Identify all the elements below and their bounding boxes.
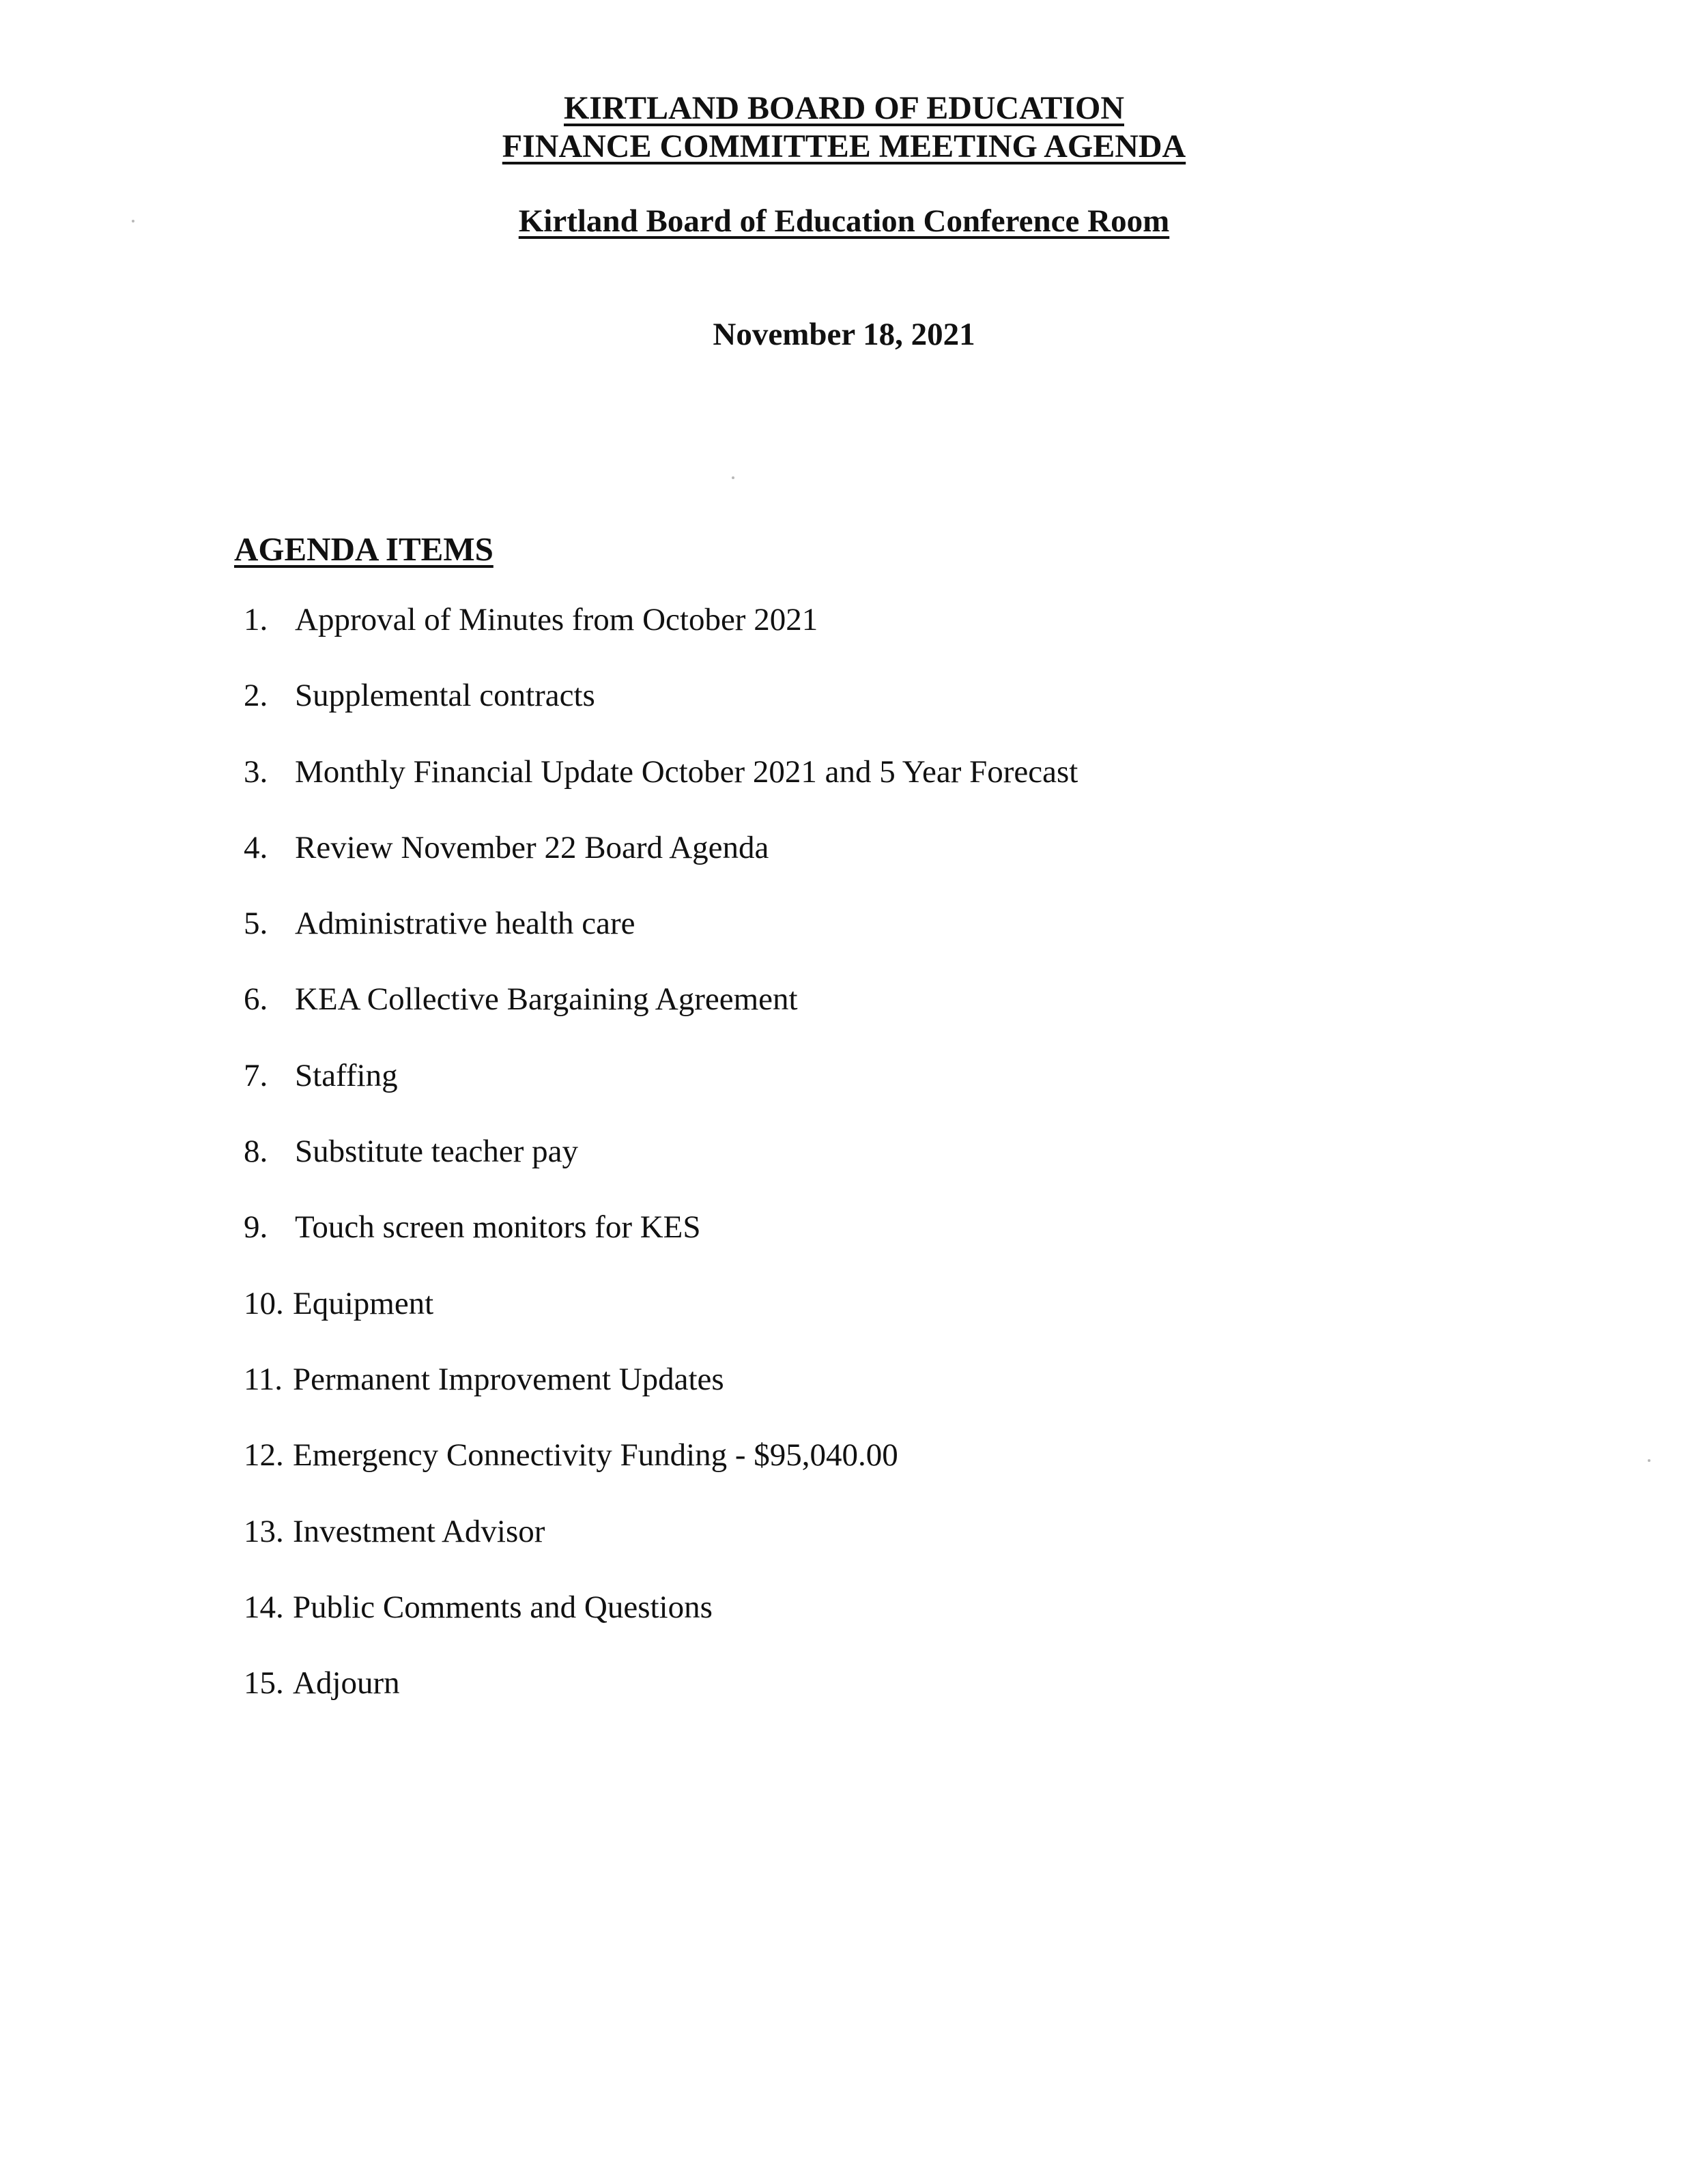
agenda-item-text: Review November 22 Board Agenda <box>295 829 769 865</box>
agenda-item <box>244 904 1078 980</box>
agenda-item-text: Investment Advisor <box>293 1513 545 1549</box>
scan-speck <box>1648 1459 1650 1462</box>
agenda-item <box>244 1132 1078 1208</box>
agenda-item-text: Emergency Connectivity Funding - $95,040.00 <box>293 1437 898 1474</box>
agenda-item-number: 12. <box>244 1437 284 1474</box>
agenda-item-text: Equipment <box>293 1285 434 1321</box>
document-title-line-1: KIRTLAND BOARD OF EDUCATION <box>563 90 1125 126</box>
agenda-item-number: 8. <box>244 1134 268 1170</box>
agenda-item-text: Approval of Minutes from October 2021 <box>295 602 818 637</box>
agenda-item <box>244 601 1078 676</box>
agenda-item-number: 4. <box>244 829 268 865</box>
agenda-item <box>244 753 1078 829</box>
agenda-item-number: 11. <box>244 1361 283 1397</box>
agenda-item-number: 14. <box>244 1589 284 1625</box>
agenda-list <box>244 601 1078 1740</box>
meeting-location: Kirtland Board of Education Conference Room <box>518 203 1170 239</box>
agenda-item-text: Supplemental contracts <box>295 678 595 714</box>
agenda-item <box>244 1512 1078 1588</box>
agenda-item-number: 6. <box>244 981 268 1018</box>
agenda-item-text: Substitute teacher pay <box>295 1134 579 1170</box>
agenda-item-text: Monthly Financial Update October 2021 and 5 Year Forecast <box>295 753 1078 790</box>
agenda-item <box>244 1284 1078 1360</box>
agenda-item-text: Administrative health care <box>295 906 635 942</box>
agenda-item-number: 2. <box>244 678 268 714</box>
agenda-item-number: 13. <box>244 1513 284 1549</box>
agenda-item <box>244 1436 1078 1512</box>
agenda-item <box>244 1664 1078 1740</box>
agenda-item-text: Staffing <box>295 1057 398 1093</box>
agenda-item-text: Adjourn <box>293 1665 400 1701</box>
agenda-item-number: 9. <box>244 1209 268 1246</box>
agenda-item-number: 1. <box>244 602 268 637</box>
agenda-item-text: Permanent Improvement Updates <box>293 1361 724 1397</box>
agenda-item <box>244 829 1078 904</box>
agenda-item-text: Touch screen monitors for KES <box>295 1209 701 1246</box>
agenda-item-text: Public Comments and Questions <box>293 1589 713 1625</box>
agenda-item-text: KEA Collective Bargaining Agreement <box>295 981 798 1018</box>
agenda-item <box>244 1360 1078 1436</box>
scan-speck <box>132 220 134 222</box>
document-title-line-2: FINANCE COMMITTEE MEETING AGENDA <box>502 128 1186 164</box>
agenda-item-number: 7. <box>244 1057 268 1093</box>
agenda-item-number: 3. <box>244 753 268 790</box>
agenda-heading: AGENDA ITEMS <box>234 530 493 568</box>
scan-speck <box>732 476 734 479</box>
agenda-item <box>244 1208 1078 1284</box>
agenda-item <box>244 676 1078 752</box>
meeting-date: November 18, 2021 <box>713 317 975 352</box>
agenda-item-number: 5. <box>244 906 268 942</box>
agenda-item <box>244 980 1078 1056</box>
agenda-item-number: 10. <box>244 1285 284 1321</box>
agenda-item <box>244 1588 1078 1664</box>
agenda-item-number: 15. <box>244 1665 284 1701</box>
agenda-item <box>244 1057 1078 1132</box>
